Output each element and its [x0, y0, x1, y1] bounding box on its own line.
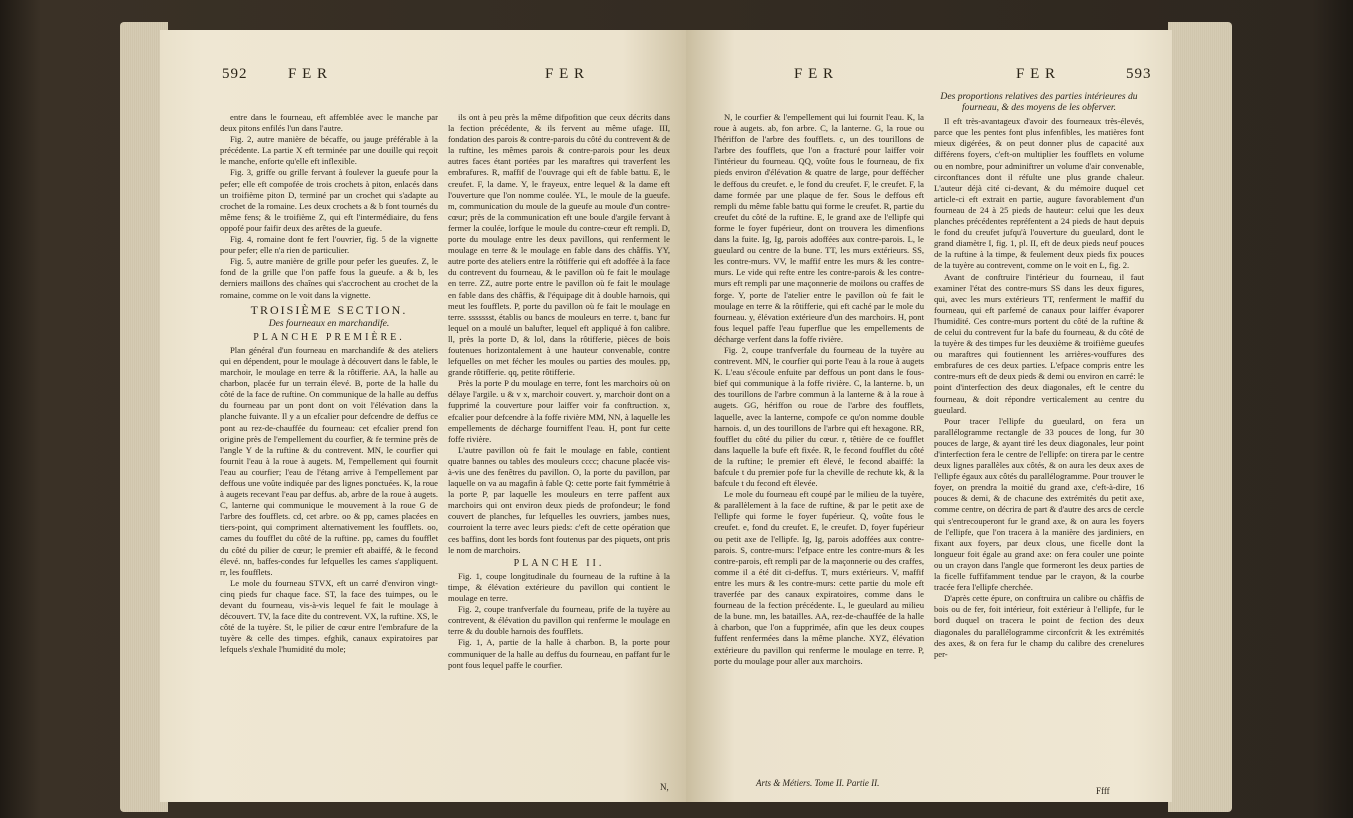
paragraph: Près la porte P du moulage en terre, font les marchoirs où on délaye l'argile. u & v x, marchoir couvert. y, marchoir dont on a fupprimé la couverture pour laiffer voir fa conftruction. x, efcalier pour defcendre à la foffe rivière MM, NN, à laquelle les empellements de décharge fourniffent l'eau. H, pont fur cette foffe rivière. [448, 378, 670, 444]
paragraph: Fig. 3, griffe ou grille fervant à foulever la gueufe pour la pefer; elle eft compofée de trois crochets à piton, enlacés dans un troifième piton D, terminé par un crochet qui s'adapte au crochet de la romaine. Les deux crochets a & b font tournés du même fens; & le troifième Z, qui eft l'intermédiaire, du fens oppofé pour faifir deux des arêtes de la gueufe. [220, 167, 438, 233]
text-column-1 [220, 112, 438, 656]
page-number-right: 593 [1126, 66, 1152, 82]
running-head: F E R [288, 66, 329, 82]
plate-title: PLANCHE PREMIÈRE. [253, 331, 405, 343]
text-column-4 [934, 90, 1144, 660]
section-title: TROISIÈME SECTION. [250, 302, 408, 317]
right-page-edges [1168, 22, 1232, 812]
signature-mark: Ffff [1096, 786, 1110, 796]
paragraph: D'après cette épure, on conftruira un calibre ou châffis de bois ou de fer, foit intérieur, foit extérieur à l'ellipfe, fur le bord duquel on tracera le point de fection des deux diagonales du parallélogramme circonfcrit & les extrémités des axes, & on fera fur le champ du calibre des crenelures per- [934, 593, 1144, 659]
page-number-left: 592 [222, 66, 248, 82]
plate-title: PLANCHE II. [513, 557, 605, 569]
running-head: F E R [545, 66, 586, 82]
paragraph: Le mole du fourneau STVX, eft un carré d'environ vingt-cinq pieds fur chaque face. ST, la face des tuimpes, ou le devant du fourneau, vis-à-vis lequel fe fait le moulage à découvert. TV, la face dite du contrevent. VX, la ruftine. XS, le côté de la tuyère. St, le pilier de cœur entre l'embrafure de la tuyère & celle des timpes. efghik, canaux expiratoires par lefquels s'exhale l'humidité du mole; [220, 577, 438, 655]
paragraph: Fig. 2, coupe tranfverfale du fourneau de la tuyère au contrevent. MN, le courfier qui porte l'eau à la roue à augets K. L'eau s'écoule enfuite par deffous un pont dans le fous-bief qui communique à la foffe rivière. C, la lanterne. b, un des tourillons de l'arbre commun à la lanterne & à la roue à augets. GG, hériffon ou roue de l'arbre des foufflets, laquelle, avec la lanterne, compofe ce qu'on nomme double harnois. d, un des tourillons de l'arbre qui eft hexagone. RR, foufflet du côté du pilier du cœur. r, têtière de ce foufflet dans laquelle la bufe eft fixée. R, le fecond foufflet du côté de la ruftine; le premier eft élevé, le fecond abaiffé: la bafcule t du premier pofe fur la cheville de rechute kk, & la bafcule t du fecond eft élevée. [714, 344, 924, 489]
paragraph: Le mole du fourneau eft coupé par le milieu de la tuyère, & parallèlement à la face de ruftine, & par le petit axe de l'ellipfe qui forme le foyer fupérieur. Q, voûte fous le creufet. e, fond du creufet. E, le creufet. D, foyer fupérieur ou petit axe de l'ellipfe. Ig, Ig, parois adoffées aux contre-parois. S, contre-murs: l'efpace entre les contre-murs & les contre-parois, eft rempli par de la maçonnerie ou des craffes, comme il a été dit ci-deffus. T, murs extérieurs. V, maffif entre les murs & les contre-murs: cette partie du mole eft traverfée par des canaux expiratoires, comme dans le fourneau de la fection précédente. L, le gueulard au milieu de la bune. mn, les batailles. AA, rez-de-chauffée de la halle à charbon, que l'on a fupprimée, afin que les deux coupes fuffent renfermées dans la même planche. XYZ, élévation extérieure du pavillon qui renferme le moulage en terre. P, porte du moulage pour aller aux marchoirs. [714, 489, 924, 666]
section-subtitle: Des fourneaux en marchandife. [268, 317, 390, 329]
paragraph: ils ont à peu près la même difpofition que ceux décrits dans la fection précédente, & ils fervent au même ufage. III, fondation des parois & contre-parois du côté du contrevent & de la ruftine, les mêmes parois & contre-parois pour les deux autres faces étant portées par les maraftres qui traverfent les embrafures. R, maffif de l'ouvrage qui eft de fable battu. E, le creufet. F, la dame. Y, le frayeux, entre lequel & la dame eft l'ouverture que l'on nomme coulée. YL, le moule de la gueufe. m, communication du moule de la gueufe au moule d'un contre-cœur; près de la communication eft une boule d'argile fervant à fermer la coulée, lorfque le moule du contre-cœur eft rempli. D, porte du moulage entre les deux pavillons, qui renferment le moulage en terre & le moulage en fable dans des châffis. YY, autre porte des ateliers entre la rôtifferie qui eft adoffée à la face du contrevent du fourneau, & le pavillon où fe fait le moulage en terre. ZZ, autre porte entre le pavillon où fe fait le moulage en fable dans des châffis, & l'équipage dit à double harnois, qui meut les foufflets. P, porte du pavillon où fe fait le moulage en terre. ssssssst, établis ou bancs de mouleurs en terre. t, banc fur lequel on a moulé un balufter, lequel eft appliqué à fon calibre. ll, près la porte D, & lol, dans la rôtifferie, pièces de bois foutenues horizontalement à une hauteur convenable, contre lefquelles on met fécher les moules ou parties des moules. pp, grande rôtifferie. qq, petite rôtifferie. [448, 112, 670, 378]
footer-signature: Arts & Métiers. Tome II. Partie II. [756, 778, 880, 788]
paragraph: Fig. 1, A, partie de la halle à charbon. B, la porte pour communiquer de la halle au deffus du fourneau, en paffant fur le pont fous lequel paffe le courfier. [448, 637, 670, 670]
running-head: F E R [1016, 66, 1057, 82]
subsection-title: Des proportions relatives des parties intérieures du fourneau, & des moyens de les obferver. [940, 91, 1138, 114]
paragraph: Fig. 1, coupe longitudinale du fourneau de la ruftine à la timpe, & élévation extérieure du pavillon qui contient le moulage en terre. [448, 570, 670, 604]
running-head: F E R [794, 66, 835, 82]
paragraph: Plan général d'un fourneau en marchandife & des ateliers qui en dépendent, pour le moulage à découvert dans le fable, le marchoir, le moulage en terre & la rôtifferie. AA, la halle au charbon, placée fur un terrain élevé. B, porte de la halle du côté de la face de ruftine. On communique de la halle au deffus du fourneau par un pont dont on voit l'élévation dans la planche fuivante. Il y a un efcalier pour defcendre de deffus ce pont au rez-de-chauffée du fourneau: cet efcalier prend fon origine près de l'empellement du courfier, & fe termine près de l'angle Y de la ruftine & du contrevent. MN, le courfier qui fournit l'eau à la roue à augets. M, l'empellement qui fournit l'eau au courfier; l'eau de l'étang arrive à l'empellement par deffous une voûte indiquée par des lignes ponctuées. K, la roue à augets recevant l'eau par deffus. ab, arbre de la roue à augets. C, lanterne qui communique le mouvement à la roue G de l'arbre des foufflets. cd, cet arbre. oo & pp, cames placées en tiers-point, qui compriment alternativement les foufflets. oo, cames du foufflet du côté de la ruftine. pp, cames du foufflet du côté du pilier de cœur; le premier eft abaiffé, & le fecond élevé. nn, baffes-condes fur lefquelles les cames s'appliquent. rr, les foufflets. [220, 344, 438, 577]
catchword: N, [660, 782, 669, 792]
text-column-2 [448, 112, 670, 671]
left-page [160, 30, 686, 802]
paragraph: L'autre pavillon où fe fait le moulage en fable, contient quatre bannes ou tables des mouleurs cccc; chacune placée vis-à-vis une des fenêtres du pavillon. O, la porte du pavillon, par laquelle on va au magafin à fable Q: cette porte fait fymmétrie à la porte P, par laquelle les mouleurs en terre paffent aux marchoirs qui ont environ deux pieds de profondeur; le fond couvert de planches, fur lefquelles les ouvriers, jambes nues, courroient la terre avec leurs pieds: c'eft de cette opération que ces baffins, dont les bords font foutenus par des piquets, ont pris le nom de marchoirs. [448, 444, 670, 555]
paragraph: N, le courfier & l'empellement qui lui fournit l'eau. K, la roue à augets. ab, fon arbre. C, la lanterne. G, la roue ou l'hériffon de l'arbre des foufflets. c, un des tourillons de l'arbre des foufflets, que l'on a fracturé pour laiffer voir l'intérieur du fourneau. QQ, voûte fous le fourneau, de fix pieds environ d'élévation & quatre de large, pour deffécher le deffous du creufet. e, le fond du creufet. F, le creufet. F, la dame formée par une plaque de fer. Sous le deffous eft rempli du même fable battu qui forme le creufet. R, partie du creufet du côté de la ruftine. E, le grand axe de l'ellipfe qui forme le foyer fupérieur, dont on trouvera les dimenfions dans la fuite. Ig, Ig, parois adoffées aux contre-parois. L, le gueulard ou centre de la bune. TT, les murs extérieurs. SS, les contre-murs. VV, le maffif entre les murs & les contre-murs. Le vide qui refte entre les contre-parois & les contre-murs eft rempli par une maçonnerie de moilons ou craffes de forge. Y, porte de l'atelier entre le pavillon où fe fait le moulage en terre & la rôtifferie, qui eft caché par le mole du fourneau. y, élévation extérieure d'un des marchoirs. H, pont fous lequel paffe l'eau fuperflue que les empellements de décharge verfent dans la foffe rivière. [714, 112, 924, 344]
paragraph: Fig. 5, autre manière de grille pour pefer les gueufes. Z, le fond de la grille que l'on paffe fous la gueufe. a & b, les derniers maillons des chaînes qui s'accrochent au crochet de la romaine, comme on le voit dans la vignette. [220, 256, 438, 300]
paragraph: Fig. 2, coupe tranfverfale du fourneau, prife de la tuyère au contrevent, & élévation du pavillon qui renferme le moulage en terre & du double harnois des foufflets. [448, 604, 670, 637]
paragraph: Fig. 2, autre manière de bécaffe, ou jauge préférable à la précédente. La partie X eft terminée par une douille qui reçoit le manche, enforte qu'elle eft inflexible. [220, 134, 438, 167]
paragraph: Fig. 4, romaine dont fe fert l'ouvrier, fig. 5 de la vignette pour pefer; elle n'a rien de particulier. [220, 234, 438, 256]
text-column-3 [714, 112, 924, 667]
paragraph: entre dans le fourneau, eft affemblée avec le manche par deux pitons enfilés l'un dans l'autre. [220, 112, 438, 134]
paragraph: Pour tracer l'ellipfe du gueulard, on fera un parallélogramme rectangle de 33 pouces de long, fur 30 pouces de large, & ayant tiré les deux diagonales, leur point d'interfection fera le centre de l'ellipfe: on tirera par le centre deux lignes parallèles aux côtés, & on aura les deux axes de l'ellipfe égaux aux côtés du parallélogramme. Pour trouver le foyer, on prendra la moitié du grand axe, c'eft-à-dire, 16 pouces & demi, & de chacune des extrémités du petit axe, comme centre, on décrira de part & d'autre des arcs de cercle qui s'entrecouperont fur le grand axe, & on aura les foyers de l'ellipfe, que l'on tracera à la manière des jardiniers, en fixant aux foyers, par deux clous, une ficelle dont la longueur foit égale au grand axe: on fera couler une pointe ou un crayon dans l'angle que formeront les deux parties de la ficelle fuffifamment tendue par le crayon, & la courbe tracée fera l'ellipfe cherchée. [934, 415, 1144, 593]
paragraph: Avant de conftruire l'intérieur du fourneau, il faut examiner l'état des contre-murs SS dans les deux figures, qui, avec les murs extérieurs TT, renferment le maffif du fourneau, qui eft parfemé de canaux pour laiffer évaporer l'humidité. Ces contre-murs portent du côté de la ruftine & de celui du contrevent fur la bafe du fourneau, & du côté de la tuyère & des timpes fur les deuxième & troifième gueufes ou maraftres qui foutiennent les arrières-vouffures des embrafures de ces deux parties. L'efpace compris entre les contre-murs eft de deux pieds & demi ou environ en carré: le point d'interfection des deux diagonales, eft le centre du fourneau, & doit répondre verticalement au centre du gueulard. [934, 271, 1144, 415]
paragraph: Il eft très-avantageux d'avoir des fourneaux très-élevés, parce que les pentes font plus infenfibles, les matières font mieux digérées, & on peut donner plus de capacité aux différens foyers, c'eft-on multiplier les foufflets en volume ou en nombre, pour adminiftrer un volume d'air convenable, circonftances dont il réfulte une plus grande chaleur. L'auteur déjà cité ci-devant, & du mémoire duquel cet article-ci eft extrait en partie, augure favorablement d'un fourneau de 24 à 25 pieds de hauteur: celui que les deux planches précédentes repréfentent a 24 pieds de haut depuis le fond du creufet jufqu'à l'ouverture du gueulard, dont le grand diamètre I, fig. 1, pl. II, eft de deux pieds neuf pouces de la ruftine à la timpe, & feulement deux pieds fix pouces de la tuyère au contrevent, comme on le voit en L, fig. 2. [934, 116, 1144, 271]
right-page [686, 30, 1172, 802]
